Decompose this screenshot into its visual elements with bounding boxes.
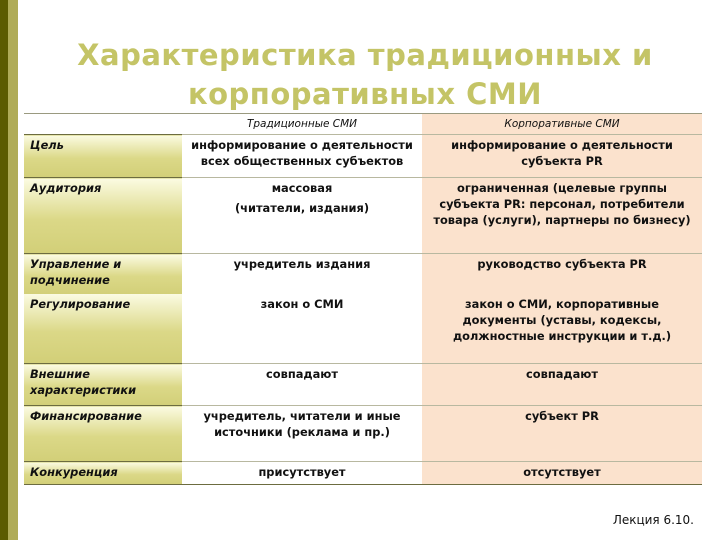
slide-title-line-2: корпоративных СМИ xyxy=(187,77,543,111)
corporate-cell: руководство субъекта PR xyxy=(422,254,702,294)
traditional-cell-line-2: (читатели, издания) xyxy=(234,201,370,215)
traditional-cell: информирование о деятельности всех общественных субъектов xyxy=(182,135,422,178)
corporate-cell: информирование о деятельности субъекта PR xyxy=(422,135,702,178)
table-row xyxy=(24,364,702,406)
row-label: Конкуренция xyxy=(24,462,182,485)
table-row xyxy=(24,178,702,254)
row-label: Аудитория xyxy=(24,178,182,254)
row-label: Цель xyxy=(24,135,182,178)
left-accent-bar-dark xyxy=(0,0,8,540)
comparison-table xyxy=(24,113,702,485)
footer-lecture-number: Лекция 6.10. xyxy=(612,513,694,527)
traditional-cell: присутствует xyxy=(182,462,422,485)
traditional-cell: закон о СМИ xyxy=(182,294,422,364)
traditional-cell xyxy=(182,178,422,254)
header-corporate: Корпоративные СМИ xyxy=(422,114,702,135)
left-accent-bar-light xyxy=(8,0,18,540)
slide-title xyxy=(30,36,700,114)
row-label: Регулирование xyxy=(24,294,182,364)
table-row xyxy=(24,135,702,178)
corporate-cell: отсутствует xyxy=(422,462,702,485)
header-empty-cell xyxy=(24,114,182,135)
table-row xyxy=(24,294,702,364)
comparison-table-container xyxy=(24,113,702,485)
traditional-cell: учредитель, читатели и иные источники (реклама и пр.) xyxy=(182,406,422,462)
slide-title-line-1: Характеристика традиционных и xyxy=(77,38,653,72)
corporate-cell: закон о СМИ, корпоративные документы (уставы, кодексы, должностные инструкции и т.д.) xyxy=(422,294,702,364)
traditional-cell: совпадают xyxy=(182,364,422,406)
table-row xyxy=(24,462,702,485)
corporate-cell: ограниченная (целевые группы субъекта PR: персонал, потребители товара (услуги), партнеры по бизнесу) xyxy=(422,178,702,254)
row-label: Финансирование xyxy=(24,406,182,462)
corporate-cell: субъект PR xyxy=(422,406,702,462)
row-label: Внешние характеристики xyxy=(24,364,182,406)
traditional-cell: учредитель издания xyxy=(182,254,422,294)
table-header-row xyxy=(24,114,702,135)
row-label: Управление и подчинение xyxy=(24,254,182,294)
table-row xyxy=(24,406,702,462)
traditional-cell-line-1: массовая xyxy=(271,181,333,195)
header-traditional: Традиционные СМИ xyxy=(182,114,422,135)
corporate-cell: совпадают xyxy=(422,364,702,406)
table-row xyxy=(24,254,702,294)
